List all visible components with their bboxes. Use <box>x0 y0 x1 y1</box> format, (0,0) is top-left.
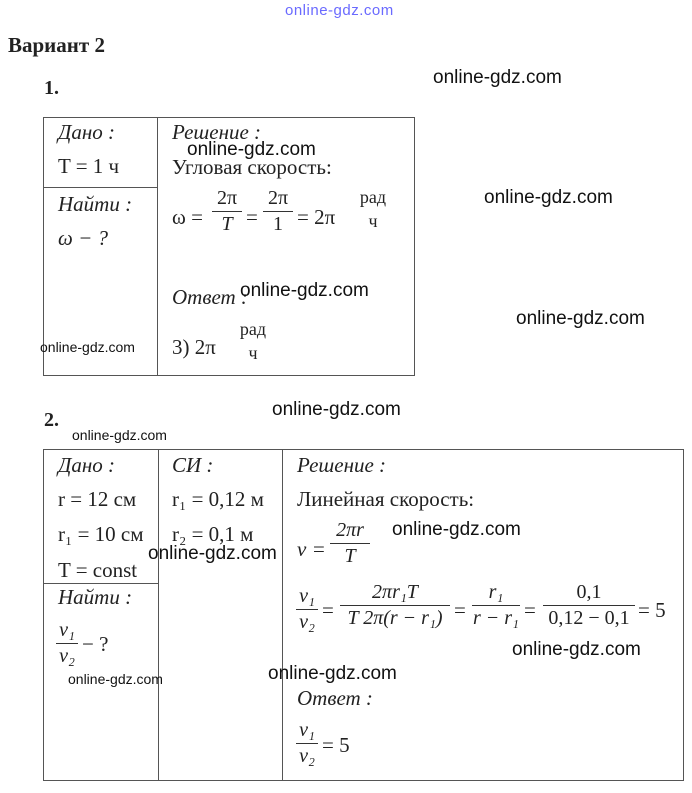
p1-fraction-1: 2π T <box>212 188 242 235</box>
p2-eq-c: = <box>524 598 536 622</box>
watermark: online-gdz.com <box>272 399 401 420</box>
p2-eq-b: = <box>454 598 466 622</box>
p2-si-r1: r₁ = 0,12 м <box>172 487 264 511</box>
problem-1-number: 1. <box>44 77 59 99</box>
watermark: online-gdz.com <box>268 663 397 684</box>
p2-given-T: T = const <box>58 558 138 582</box>
p2-ratio-fraction: v₁ v₂ <box>296 586 318 633</box>
watermark: online-gdz.com <box>187 139 316 160</box>
watermark-top: online-gdz.com <box>285 2 394 19</box>
watermark: online-gdz.com <box>433 67 562 88</box>
p2-v-fraction: 2πr T <box>330 520 370 567</box>
p1-given-label: Дано : <box>58 120 116 144</box>
p2-given-r1: r₁ = 10 см <box>58 522 144 546</box>
p2-si-r2: r₂ = 0,1 м <box>172 522 254 546</box>
p1-given-value: T = 1 ч <box>58 154 120 178</box>
p1-unit-fraction: рад ч <box>359 187 387 231</box>
p2-answer-label: Ответ : <box>297 686 373 710</box>
watermark: online-gdz.com <box>392 519 521 540</box>
p1-answer-value: 3) 2π <box>172 335 216 359</box>
watermark: online-gdz.com <box>148 543 277 564</box>
p2-find-fraction: v₁ v₂ <box>56 620 78 667</box>
p2-solution-label: Решение : <box>297 453 387 477</box>
p1-angular-label: Угловая скорость: <box>172 155 332 179</box>
watermark: online-gdz.com <box>484 187 613 208</box>
p1-find-value: ω − ? <box>58 226 108 250</box>
watermark: online-gdz.com <box>72 427 167 443</box>
watermark: online-gdz.com <box>68 671 163 687</box>
p2-answer-fraction: v₁ v₂ <box>296 720 318 767</box>
p1-solution-label: Решение : <box>172 120 262 144</box>
problem-2-number: 2. <box>44 409 59 431</box>
p1-eq-1: = <box>246 205 258 229</box>
p1-eq-2: = 2π <box>297 205 336 229</box>
p2-find-label: Найти : <box>58 585 133 609</box>
p2-fraction-b: r₁ r − r₁ <box>472 581 519 629</box>
p2-fraction-c: 0,1 0,12 − 0,1 <box>543 582 635 629</box>
watermark: online-gdz.com <box>40 339 135 355</box>
p1-answer-unit: рад ч <box>239 319 267 363</box>
watermark: online-gdz.com <box>516 308 645 329</box>
variant-heading: Вариант 2 <box>8 33 105 57</box>
p2-si-label: СИ : <box>172 453 214 477</box>
p1-omega-eq: ω = <box>172 205 203 229</box>
p2-answer-tail: = 5 <box>322 733 350 757</box>
p2-find-tail: − ? <box>82 632 109 656</box>
watermark: online-gdz.com <box>240 280 369 301</box>
watermark: online-gdz.com <box>512 639 641 660</box>
p2-linear-label: Линейная скорость: <box>297 487 475 511</box>
p2-fraction-a: 2πr₁T T 2π(r − r₁) <box>340 582 450 629</box>
p2-eq-d: = 5 <box>638 598 666 622</box>
p2-eq-a: = <box>322 598 334 622</box>
p2-given-label: Дано : <box>58 453 116 477</box>
p1-fraction-2: 2π 1 <box>263 188 293 235</box>
p2-v-eq: v = <box>297 537 326 561</box>
p2-given-r: r = 12 см <box>58 487 137 511</box>
p1-find-label: Найти : <box>58 192 133 216</box>
p1-answer-label: Ответ : <box>172 285 248 309</box>
